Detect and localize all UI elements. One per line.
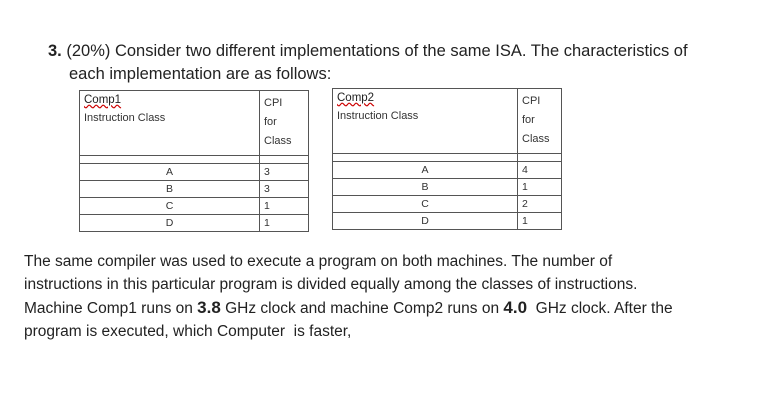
class-cell: D — [80, 215, 260, 232]
cpi-cell: 1 — [518, 213, 562, 230]
comp2-header-cell — [333, 89, 518, 154]
comp1-table — [79, 90, 309, 232]
paragraph-line-4: program is executed, which Computer is faster, — [24, 323, 352, 340]
table-row — [333, 162, 562, 179]
paragraph-line-2: instructions in this particular program is divided equally among the classes of instructions. — [24, 276, 638, 293]
paragraph-line-3c: GHz clock. After the — [527, 300, 673, 317]
paragraph-line-3a: Machine Comp1 runs on — [24, 300, 198, 317]
question-prompt — [48, 40, 748, 86]
comp2-clock-value: 4.0 — [503, 298, 528, 317]
class-cell: A — [333, 162, 518, 179]
comp1-cpi-header — [260, 91, 309, 156]
paragraph-line-1: The same compiler was used to execute a program on both machines. The number of — [24, 253, 613, 270]
table-row — [333, 213, 562, 230]
question-paragraph — [24, 250, 744, 343]
class-cell: B — [333, 179, 518, 196]
cpi-header-word: for — [522, 114, 535, 126]
cpi-header-word: Class — [522, 133, 550, 145]
cpi-cell: 4 — [518, 162, 562, 179]
table-row — [333, 179, 562, 196]
class-cell: B — [80, 181, 260, 198]
cpi-header-word: for — [264, 116, 277, 128]
question-line-1: (20%) Consider two different implementations of the same ISA. The characteristics of — [66, 42, 688, 60]
table-row — [333, 196, 562, 213]
comp2-name: Comp2 — [337, 92, 375, 104]
question-line-2: each implementation are as follows: — [69, 65, 332, 83]
class-cell: A — [80, 164, 260, 181]
class-cell: C — [333, 196, 518, 213]
cpi-cell: 3 — [260, 164, 309, 181]
class-cell: D — [333, 213, 518, 230]
question-number: 3. — [48, 42, 62, 60]
comp2-cpi-header — [518, 89, 562, 154]
cpi-cell: 2 — [518, 196, 562, 213]
comp1-class-header: Instruction Class — [84, 112, 166, 124]
paragraph-line-3b: GHz clock and machine Comp2 runs on — [220, 300, 504, 317]
comp2-class-header: Instruction Class — [337, 110, 419, 122]
cpi-cell: 1 — [260, 198, 309, 215]
cpi-cell: 1 — [260, 215, 309, 232]
table-row — [80, 215, 309, 232]
table-row — [80, 181, 309, 198]
comp1-header-cell — [80, 91, 260, 156]
comp2-table — [332, 88, 562, 230]
cpi-cell: 3 — [260, 181, 309, 198]
cpi-header-word: CPI — [522, 95, 541, 107]
cpi-header-word: Class — [264, 135, 292, 147]
class-cell: C — [80, 198, 260, 215]
table-row — [80, 198, 309, 215]
comp1-name: Comp1 — [84, 94, 122, 106]
cpi-header-word: CPI — [264, 97, 283, 109]
comp1-clock-value: 3.8 — [197, 298, 221, 317]
cpi-cell: 1 — [518, 179, 562, 196]
table-row — [80, 164, 309, 181]
